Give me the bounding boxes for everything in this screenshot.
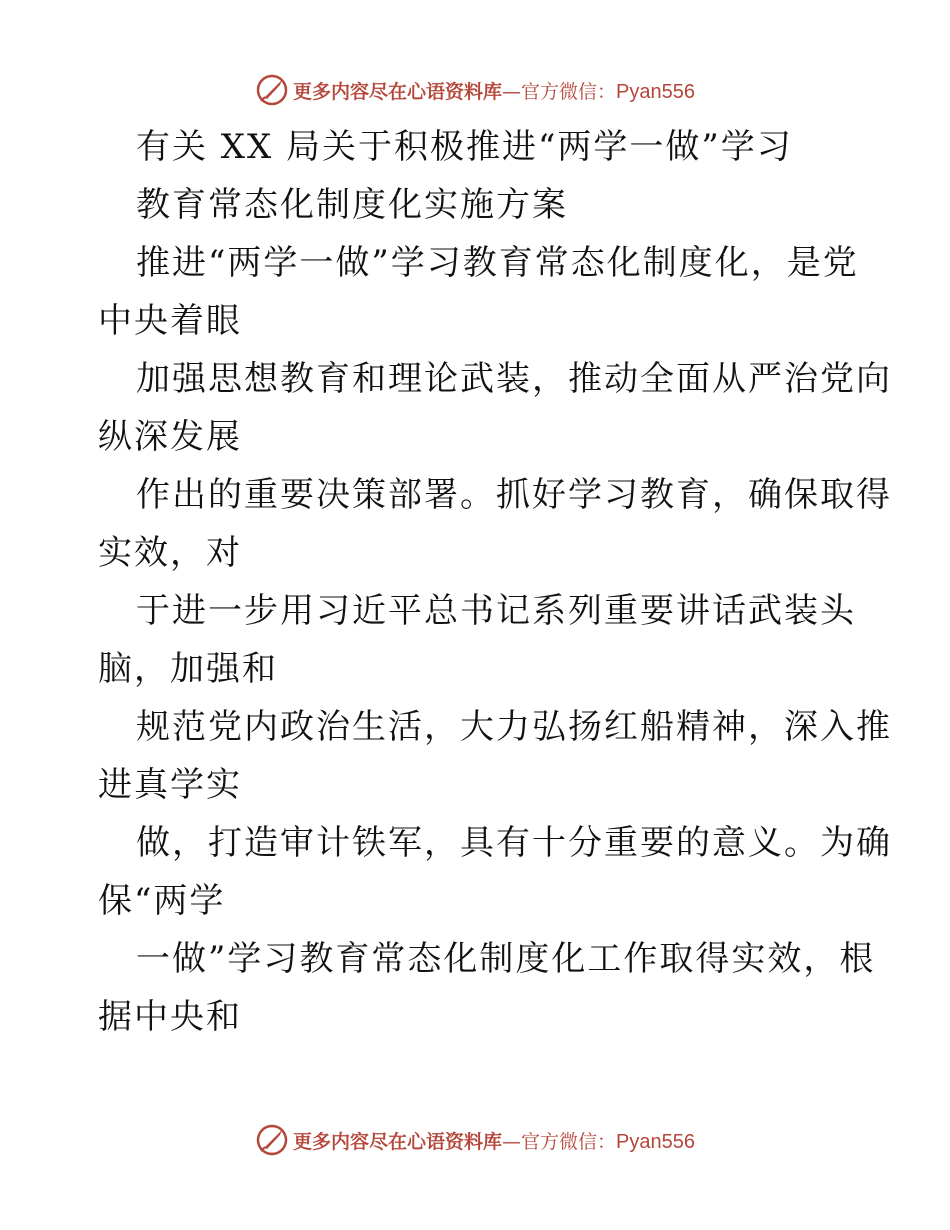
document-title-line: 有关 XX 局关于积极推进“两学一做”学习 <box>136 127 793 167</box>
paragraph-line: 一做”学习教育常态化制度化工作取得实效，根 <box>136 939 876 979</box>
paragraph-line: 推进“两学一做”学习教育常态化制度化，是党 <box>136 243 859 283</box>
watermark-separator: — <box>502 1130 522 1153</box>
paragraph-line: 加强思想教育和理论武装，推动全面从严治党向 <box>136 359 892 399</box>
paragraph-line: 据中央和 <box>98 997 242 1037</box>
watermark-text <box>293 1127 695 1154</box>
paragraph-line: 于进一步用习近平总书记系列重要讲话武装头 <box>136 591 856 631</box>
quill-logo-icon <box>255 1123 289 1157</box>
watermark-brand: 更多内容尽在心语资料库 <box>293 80 503 103</box>
header-watermark <box>0 70 950 110</box>
watermark-separator: — <box>502 80 522 103</box>
quill-logo-icon <box>255 73 289 107</box>
watermark-wechat-id: Pyan556 <box>616 80 695 103</box>
watermark-wechat-id: Pyan556 <box>616 1130 695 1153</box>
paragraph-line: 做，打造审计铁军，具有十分重要的意义。为确 <box>136 823 892 863</box>
document-body <box>98 118 892 1046</box>
watermark-wechat-label: 官方微信： <box>521 80 617 103</box>
watermark-text <box>293 77 695 104</box>
document-title-line: 教育常态化制度化实施方案 <box>136 185 568 225</box>
paragraph-line: 作出的重要决策部署。抓好学习教育，确保取得 <box>136 475 892 515</box>
paragraph-line: 纵深发展 <box>98 417 242 457</box>
watermark-wechat-label: 官方微信： <box>521 1130 617 1153</box>
paragraph-line: 规范党内政治生活，大力弘扬红船精神，深入推 <box>136 707 892 747</box>
paragraph-line: 实效，对 <box>98 533 242 573</box>
paragraph-line: 中央着眼 <box>98 301 242 341</box>
footer-watermark <box>0 1120 950 1160</box>
paragraph-line: 脑，加强和 <box>98 649 278 689</box>
paragraph-line: 保“两学 <box>98 881 226 921</box>
paragraph-line: 进真学实 <box>98 765 242 805</box>
watermark-brand: 更多内容尽在心语资料库 <box>293 1130 503 1153</box>
